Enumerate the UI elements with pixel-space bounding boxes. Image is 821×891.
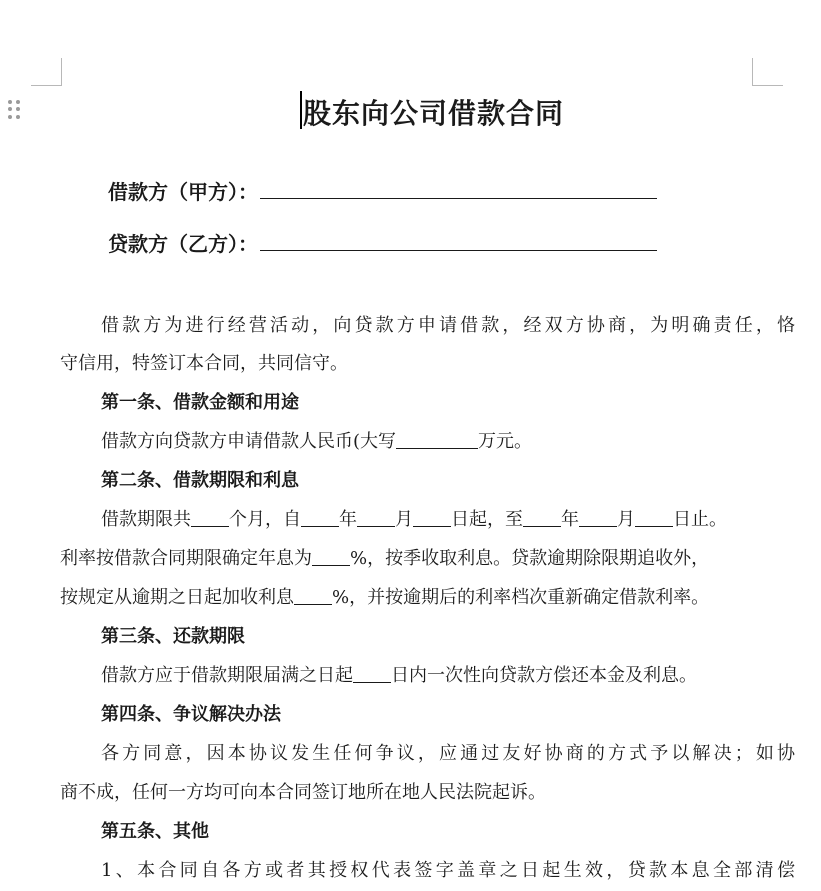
lender-field[interactable]: [108, 228, 258, 257]
intro-line-1: 借款方为进行经营活动，向贷款方申请借款，经双方协商，为明确责任，恪: [101, 315, 795, 336]
repay-text-b: 日内一次性向贷款方偿还本金及利息。: [391, 665, 697, 686]
penalty-text-a: 按规定从逾期之日起加收利息: [60, 587, 294, 608]
term-seg: 月: [395, 509, 413, 530]
article-4-line-2: 商不成，任何一方均可向本合同签订地所在地人民法院起诉。: [60, 782, 546, 803]
term-seg: 日止。: [673, 509, 727, 530]
term-seg: 日起，至: [451, 509, 523, 530]
article-2-line-2: [60, 540, 754, 579]
article-5-line-1: 1、本合同自各方或者其授权代表签字盖章之日起生效，贷款本息全部清偿: [101, 860, 795, 881]
intro-line-2: 守信用，特签订本合同，共同信守。: [60, 353, 348, 374]
article-2-heading: 第二条、借款期限和利息: [101, 470, 299, 491]
article-1-text: [60, 423, 795, 462]
penalty-text-b: %，并按逾期后的利率档次重新确定借款利率。: [332, 587, 710, 608]
margin-corner-top-left: [31, 58, 62, 86]
article-4-line-1: 各方同意，因本协议发生任何争议，应通过友好协商的方式予以解决；如协: [101, 743, 795, 764]
start-year-blank[interactable]: [301, 525, 339, 527]
end-year-blank[interactable]: [523, 525, 561, 527]
lender-blank[interactable]: [260, 250, 657, 251]
borrower-label: 借款方（甲方）：: [108, 180, 258, 204]
article-5-heading: 第五条、其他: [101, 821, 209, 842]
rate-text-b: %，按季收取利息。贷款逾期除限期追收外，: [350, 548, 710, 569]
margin-corner-top-right: [752, 58, 783, 86]
annual-rate-blank[interactable]: [312, 564, 350, 566]
repay-text-a: 借款方应于借款期限届满之日起: [101, 665, 353, 686]
term-seg: 个月，自: [229, 509, 301, 530]
article-3-text: [60, 657, 795, 696]
article-1-heading: 第一条、借款金额和用途: [101, 392, 299, 413]
borrower-field[interactable]: [108, 176, 258, 205]
start-month-blank[interactable]: [357, 525, 395, 527]
end-day-blank[interactable]: [635, 525, 673, 527]
lender-label: 贷款方（乙方）：: [108, 232, 258, 256]
end-month-blank[interactable]: [579, 525, 617, 527]
article-2-line-3: [60, 579, 754, 618]
borrower-blank[interactable]: [260, 198, 657, 199]
start-day-blank[interactable]: [413, 525, 451, 527]
term-seg: 借款期限共: [101, 509, 191, 530]
term-seg: 年: [339, 509, 357, 530]
article-4-heading: 第四条、争议解决办法: [101, 704, 281, 725]
penalty-rate-blank[interactable]: [294, 603, 332, 605]
term-seg: 年: [561, 509, 579, 530]
article-1-text-b: 万元。: [478, 431, 533, 452]
document-title[interactable]: 股东向公司借款合同: [302, 97, 564, 130]
article-3-heading: 第三条、还款期限: [101, 626, 245, 647]
term-seg: 月: [617, 509, 635, 530]
term-months-blank[interactable]: [191, 525, 229, 527]
repay-days-blank[interactable]: [353, 681, 391, 683]
article-2-line-1: [60, 501, 795, 540]
article-1-text-a: 借款方向贷款方申请借款人民币(大写: [101, 431, 397, 452]
amount-blank[interactable]: [396, 447, 478, 449]
rate-text-a: 利率按借款合同期限确定年息为: [60, 548, 312, 569]
